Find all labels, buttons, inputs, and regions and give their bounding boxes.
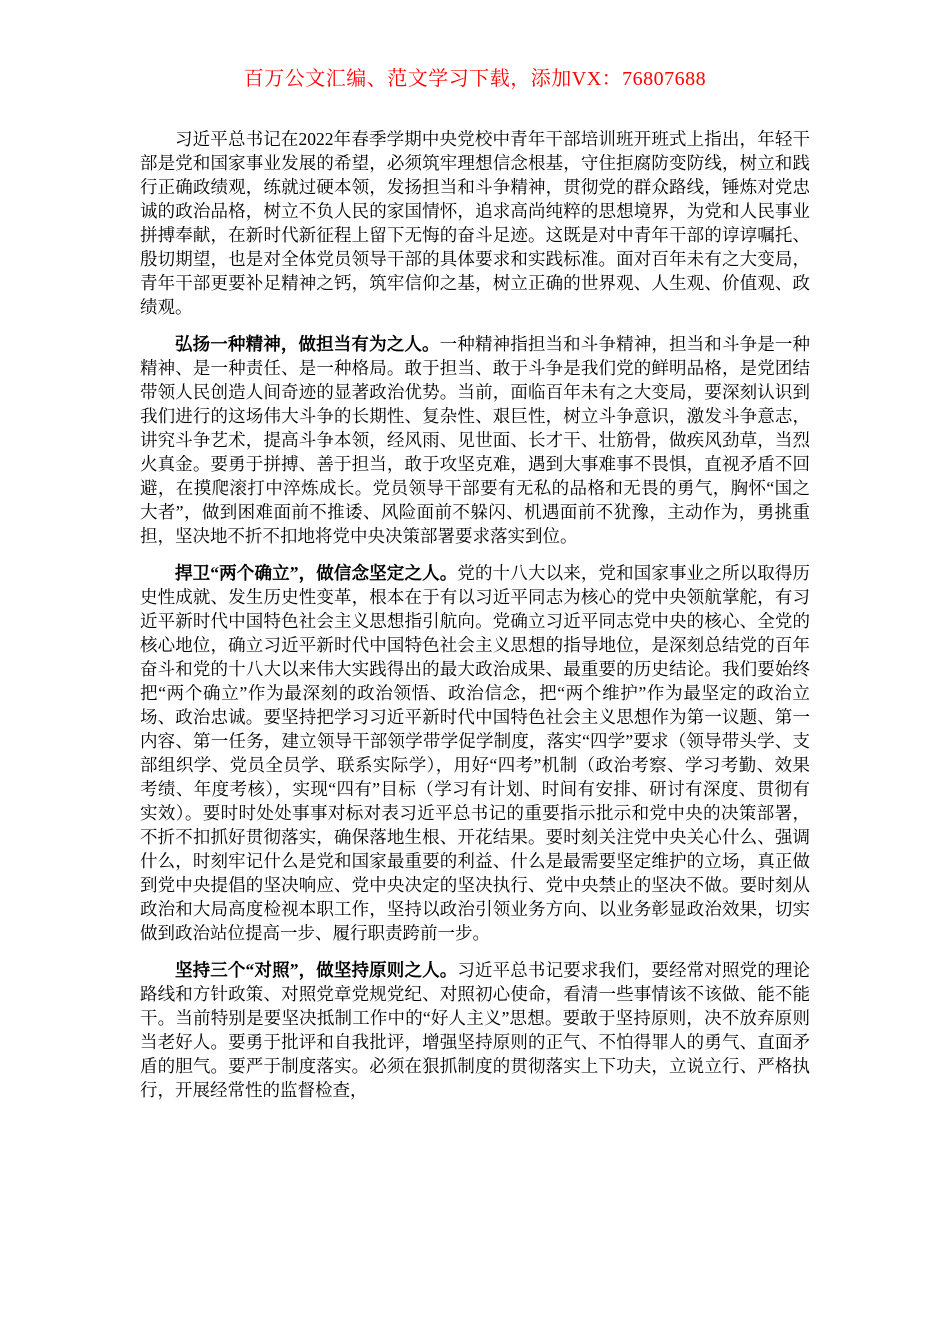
paragraph-text: 习近平总书记要求我们，要经常对照党的理论路线和方针政策、对照党章党规党纪、对照初心使命，看清一些事情该不该做、能不能干。当前特别是要坚决抵制工作中的“好人主义”思想。要敢于坚持原则，决不放弃原则当老好人。要勇于批评和自我批评，增强坚持原则的正气、不怕得罪人的勇气、直面矛盾的胆气。要严于制度落实。必须在狠抓制度的贯彻落实上下功夫，立说立行、严格执行，开展经常性的监督检查，: [140, 960, 811, 1100]
document-body: [140, 127, 810, 1102]
paragraph-text: 习近平总书记在2022年春季学期中央党校中青年干部培训班开班式上指出，年轻干部是党和国家事业发展的希望，必须筑牢理想信念根基，守住拒腐防变防线，树立和践行正确政绩观，练就过硬本领，发扬担当和斗争精神，贯彻党的群众路线，锤炼对党忠诚的政治品格，树立不负人民的家国情怀，追求高尚纯粹的思想境界，为党和人民事业拼搏奉献，在新时代新征程上留下无悔的奋斗足迹。这既是对中青年干部的谆谆嘱托、殷切期望，也是对全体党员领导干部的具体要求和实践标准。面对百年未有之大变局，青年干部更要补足精神之钙，筑牢信仰之基，树立正确的世界观、人生观、价值观、政绩观。: [140, 129, 810, 317]
paragraph-three-comparisons: [140, 958, 810, 1102]
paragraph-intro: [140, 127, 810, 319]
paragraph-lead: 捍卫“两个确立”，做信念坚定之人。: [175, 563, 458, 583]
paragraph-text: 一种精神指担当和斗争精神，担当和斗争是一种精神、是一种责任、是一种格局。敢于担当、敢于斗争是我们党的鲜明品格，是党团结带领人民创造人间奇迹的显著政治优势。当前，面临百年未有之大变局，要深刻认识到我们进行的这场伟大斗争的长期性、复杂性、艰巨性，树立斗争意识，激发斗争意志，讲究斗争艺术，提高斗争本领，经风雨、见世面、长才干、壮筋骨，做疾风劲草，当烈火真金。要勇于拼搏、善于担当，敢于攻坚克难，遇到大事难事不畏惧，直视矛盾不回避，在摸爬滚打中淬炼成长。党员领导干部要有无私的品格和无畏的勇气，胸怀“国之大者”，做到困难面前不推诿、风险面前不躲闪、机遇面前不犹豫，主动作为，勇挑重担，坚决地不折不扣地将党中央决策部署要求落实到位。: [140, 334, 811, 546]
paragraph-text: 党的十八大以来，党和国家事业之所以取得历史性成就、发生历史性变革，根本在于有以习近平同志为核心的党中央领航掌舵，有习近平新时代中国特色社会主义思想指引航向。党确立习近平同志党中央的核心、全党的核心地位，确立习近平新时代中国特色社会主义思想的指导地位，是深刻总结党的百年奋斗和党的十八大以来伟大实践得出的最大政治成果、最重要的历史结论。我们要始终把“两个确立”作为最深刻的政治领悟、政治信念，把“两个维护”作为最坚定的政治立场、政治忠诚。要坚持把学习习近平新时代中国特色社会主义思想作为第一议题、第一内容、第一任务，建立领导干部领学带学促学制度，落实“四学”要求（领导带头学、支部组织学、党员全员学、联系实际学），用好“四考”机制（政治考察、学习考勤、效果考绩、年度考核），实现“四有”目标（学习有计划、时间有安排、研讨有深度、贯彻有实效）。要时时处处事事对标对表习近平总书记的重要指示批示和党中央的决策部署，不折不扣抓好贯彻落实，确保落地生根、开花结果。要时刻关注党中央关心什么、强调什么，时刻牢记什么是党和国家最重要的利益、什么是最需要坚定维护的立场，真正做到党中央提倡的坚决响应、党中央决定的坚决执行、党中央禁止的坚决不做。要时刻从政治和大局高度检视本职工作，坚持以政治引领业务方向、以业务彰显政治效果，切实做到政治站位提高一步、履行职责跨前一步。: [140, 563, 811, 943]
paragraph-two-establishes: [140, 561, 810, 945]
paragraph-lead: 坚持三个“对照”，做坚持原则之人。: [175, 960, 458, 980]
paragraph-lead: 弘扬一种精神，做担当有为之人。: [175, 334, 440, 354]
download-notice: 百万公文汇编、范文学习下载，添加VX：76807688: [243, 68, 707, 90]
paragraph-spirit: [140, 332, 810, 548]
